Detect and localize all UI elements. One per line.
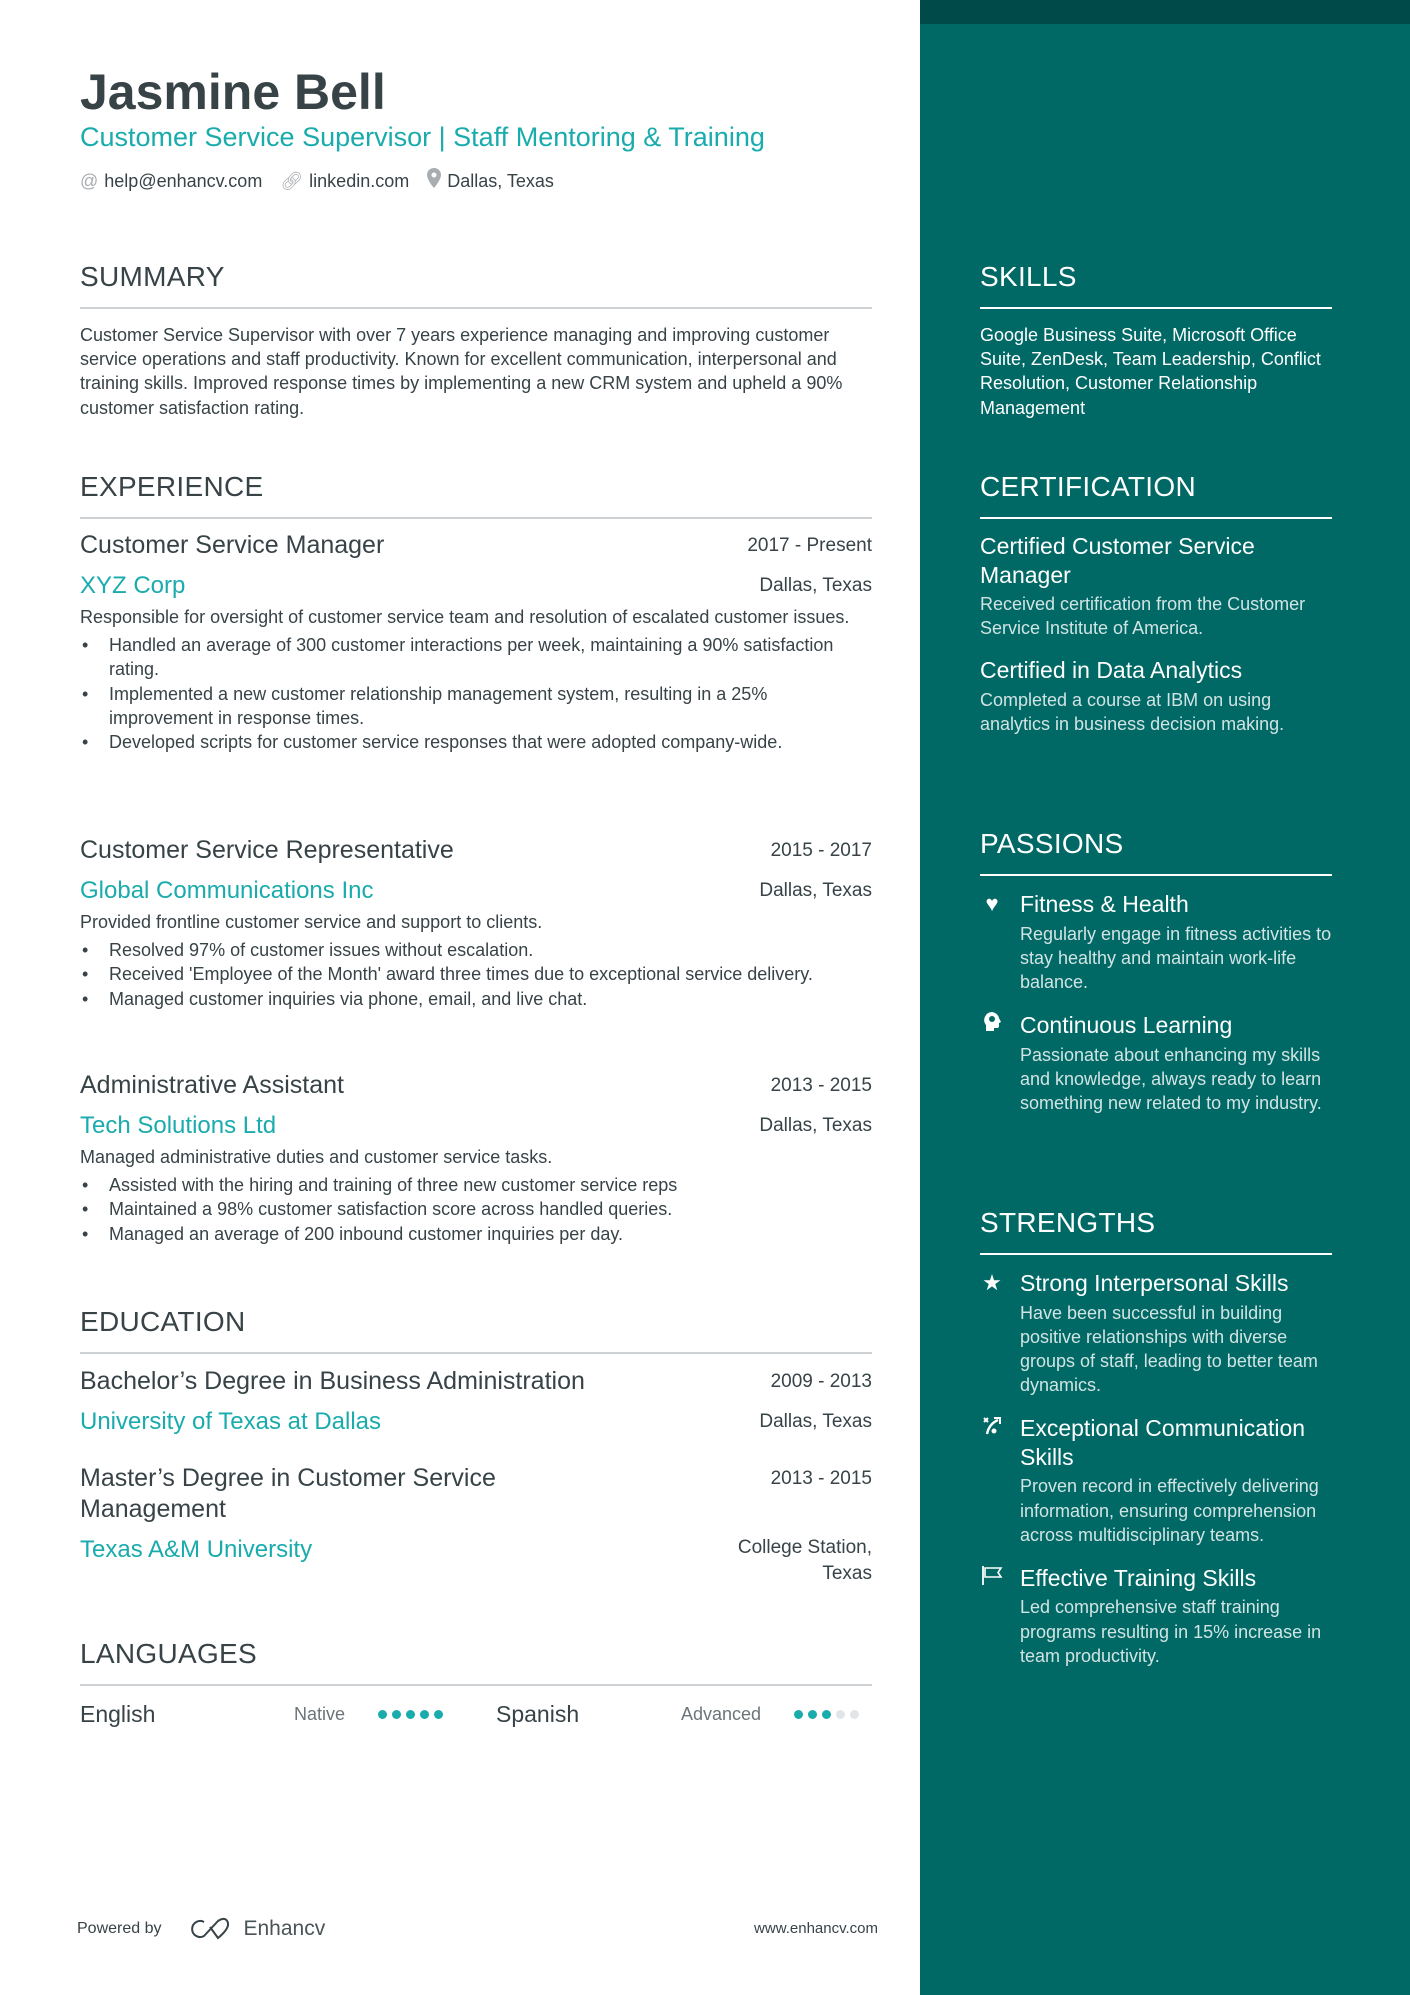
location-text: Dallas, Texas: [447, 171, 554, 191]
location-pin-icon: [427, 168, 441, 194]
school-name[interactable]: Texas A&M University: [80, 1536, 313, 1563]
rating-dot-filled: [822, 1710, 831, 1719]
enhancv-logo-icon: [188, 1917, 234, 1941]
certification-item: [980, 656, 1332, 736]
job-bullets: [80, 1173, 872, 1246]
bullet: • Resolved 97% of customer issues without escalation.: [80, 938, 872, 962]
bullet: • Maintained a 98% customer satisfaction score across handled queries.: [80, 1197, 872, 1221]
divider: [80, 517, 872, 519]
job-title: Customer Service Manager: [80, 531, 385, 559]
job-entry: [80, 1070, 872, 1246]
title-role: Customer Service Supervisor: [80, 122, 432, 152]
section-heading: PASSIONS: [980, 828, 1124, 859]
section-heading: SUMMARY: [80, 261, 225, 292]
certification-description: Received certification from the Customer Service Institute of America.: [980, 594, 1306, 639]
contact-location: [427, 168, 554, 194]
education-location: College Station, Texas: [737, 1537, 872, 1584]
bullet: • Managed customer inquiries via phone, email, and live chat.: [80, 987, 872, 1011]
head-brain-icon: [980, 1011, 1004, 1115]
job-location: Dallas, Texas: [759, 1115, 872, 1136]
language-name: English: [80, 1701, 156, 1727]
job-title: Customer Service Representative: [80, 836, 454, 864]
language-rating: [794, 1710, 859, 1719]
language-name: Spanish: [496, 1701, 580, 1727]
job-description: Responsible for oversight of customer service team and resolution of escalated customer issues.: [80, 607, 850, 627]
language-level: Native: [293, 1704, 345, 1724]
candidate-title: [80, 120, 872, 154]
certification-section: [980, 470, 1332, 736]
contact-linkedin[interactable]: [280, 169, 409, 193]
strength-item: [980, 1564, 1332, 1668]
enhancv-logo[interactable]: [188, 1917, 326, 1941]
job-bullets: [80, 633, 872, 754]
divider: [980, 517, 1332, 519]
section-heading: EXPERIENCE: [80, 471, 264, 502]
education-dates: 2013 - 2015: [770, 1468, 872, 1489]
school-name[interactable]: University of Texas at Dallas: [80, 1408, 382, 1435]
strength-title: Strong Interpersonal Skills: [1020, 1270, 1289, 1296]
rating-dot-filled: [378, 1710, 387, 1719]
strength-title: Exceptional Communication Skills: [1020, 1415, 1306, 1470]
title-focus: Staff Mentoring & Training: [453, 122, 765, 152]
passion-item: [980, 1011, 1332, 1115]
divider: [980, 874, 1332, 876]
certification-title: Certified in Data Analytics: [980, 657, 1243, 684]
section-heading: STRENGTHS: [980, 1207, 1156, 1238]
education-location: Dallas, Texas: [759, 1411, 872, 1432]
languages-section: [80, 1637, 872, 1686]
header: [80, 64, 872, 194]
section-heading: LANGUAGES: [80, 1638, 257, 1669]
company-name[interactable]: XYZ Corp: [80, 572, 186, 599]
email-text: help@enhancv.com: [104, 171, 263, 191]
rating-dot-empty: [836, 1710, 845, 1719]
degree: Bachelor’s Degree in Business Administration: [80, 1367, 585, 1395]
passion-title: Fitness & Health: [1020, 891, 1189, 917]
contact-list: [80, 168, 872, 194]
brand-name: Enhancv: [243, 1917, 326, 1940]
language-rating: [378, 1710, 443, 1719]
passions-section: [980, 827, 1332, 1115]
bullet: • Received 'Employee of the Month' award three times due to exceptional service delivery.: [80, 962, 872, 986]
bullet: • Implemented a new customer relationship management system, resulting in a 25% improvement in response times.: [80, 682, 872, 730]
job-entry: [80, 835, 872, 1011]
rating-dot-empty: [850, 1710, 859, 1719]
company-name[interactable]: Global Communications Inc: [80, 877, 374, 904]
footer-branding: [77, 1917, 325, 1941]
strength-description: Proven record in effectively delivering information, ensuring comprehension across multidisciplinary teams.: [1020, 1476, 1319, 1545]
at-icon: @: [80, 171, 99, 191]
bullet: • Managed an average of 200 inbound customer inquiries per day.: [80, 1222, 872, 1246]
strength-description: Have been successful in building positive relationships with diverse groups of staff, leading to better team dynamics.: [1020, 1302, 1318, 1396]
experience-section: [80, 470, 872, 519]
job-description: Managed administrative duties and customer service tasks.: [80, 1147, 553, 1167]
sidebar-top-band: [920, 0, 1410, 24]
job-entry: [80, 530, 872, 754]
section-heading: SKILLS: [980, 261, 1077, 292]
linkedin-text: linkedin.com: [309, 171, 410, 191]
rating-dot-filled: [434, 1710, 443, 1719]
certification-description: Completed a course at IBM on using analytics in business decision making.: [980, 689, 1285, 735]
bullet: • Developed scripts for customer service responses that were adopted company-wide.: [80, 730, 872, 754]
rating-dot-filled: [808, 1710, 817, 1719]
strength-title: Effective Training Skills: [1020, 1564, 1257, 1591]
bullet: • Handled an average of 300 customer interactions per week, maintaining a 90% satisfaction rating.: [80, 633, 872, 681]
certification-title: Certified Customer Service Manager: [980, 533, 1255, 588]
education-entry: [80, 1463, 872, 1587]
job-location: Dallas, Texas: [759, 880, 872, 901]
bullet: • Assisted with the hiring and training of three new customer service reps: [80, 1173, 872, 1197]
certification-item: [980, 532, 1332, 640]
summary-section: [80, 260, 872, 420]
language-list: [80, 1699, 872, 1729]
strength-description: Led comprehensive staff training programs resulting in 15% increase in team productivity.: [1020, 1597, 1322, 1666]
education-entry: [80, 1366, 872, 1437]
passion-description: Passionate about enhancing my skills and knowledge, always ready to learn something new related to my industry.: [1020, 1044, 1322, 1114]
section-heading: CERTIFICATION: [980, 471, 1196, 502]
strengths-section: [980, 1206, 1332, 1668]
title-separator: |: [438, 122, 446, 152]
language-level: Advanced: [680, 1704, 761, 1724]
divider: [80, 307, 872, 309]
job-dates: 2015 - 2017: [770, 840, 872, 861]
rating-dot-filled: [392, 1710, 401, 1719]
section-heading: EDUCATION: [80, 1306, 246, 1337]
contact-email[interactable]: [80, 169, 262, 193]
rating-dot-filled: [794, 1710, 803, 1719]
candidate-name: Jasmine Bell: [80, 64, 386, 120]
job-location: Dallas, Texas: [759, 575, 872, 596]
footer-website[interactable]: www.enhancv.com: [754, 1920, 878, 1937]
divider: [80, 1352, 872, 1354]
divider: [80, 1684, 872, 1686]
strength-item: [980, 1414, 1332, 1547]
passion-title: Continuous Learning: [1020, 1012, 1233, 1039]
rating-dot-filled: [420, 1710, 429, 1719]
star-icon: ★: [982, 1270, 1002, 1295]
job-dates: 2013 - 2015: [770, 1075, 872, 1096]
summary-text: Customer Service Supervisor with over 7 years experience managing and improving customer service operations and staff productivity. Known for excellent communication, interpersonal and training skills. Improved response times by implementing a new CRM system and upheld a 90% customer satisfaction rating.: [80, 325, 843, 418]
education-section: [80, 1305, 872, 1354]
flag-icon: [980, 1564, 1004, 1668]
heart-icon: ♥: [985, 891, 999, 916]
degree: Master’s Degree in Customer Service Management: [80, 1464, 496, 1523]
skills-text: Google Business Suite, Microsoft Office Suite, ZenDesk, Team Leadership, Conflict Resolution, Customer Relationship Management: [980, 325, 1321, 418]
job-bullets: [80, 938, 872, 1011]
job-title: Administrative Assistant: [80, 1071, 344, 1099]
powered-by-label: Powered by: [77, 1920, 162, 1937]
job-dates: 2017 - Present: [747, 535, 872, 556]
divider: [980, 1253, 1332, 1255]
strategy-icon: [980, 1414, 1004, 1547]
passion-item: [980, 890, 1332, 994]
skills-section: [980, 260, 1332, 420]
passion-description: Regularly engage in fitness activities to stay healthy and maintain work-life balance.: [1020, 923, 1332, 992]
divider: [980, 307, 1332, 309]
strength-item: [980, 1269, 1332, 1397]
link-icon: 🔗︎: [280, 171, 304, 191]
job-description: Provided frontline customer service and support to clients.: [80, 912, 543, 932]
company-name[interactable]: Tech Solutions Ltd: [80, 1112, 277, 1139]
rating-dot-filled: [406, 1710, 415, 1719]
education-dates: 2009 - 2013: [770, 1371, 872, 1392]
